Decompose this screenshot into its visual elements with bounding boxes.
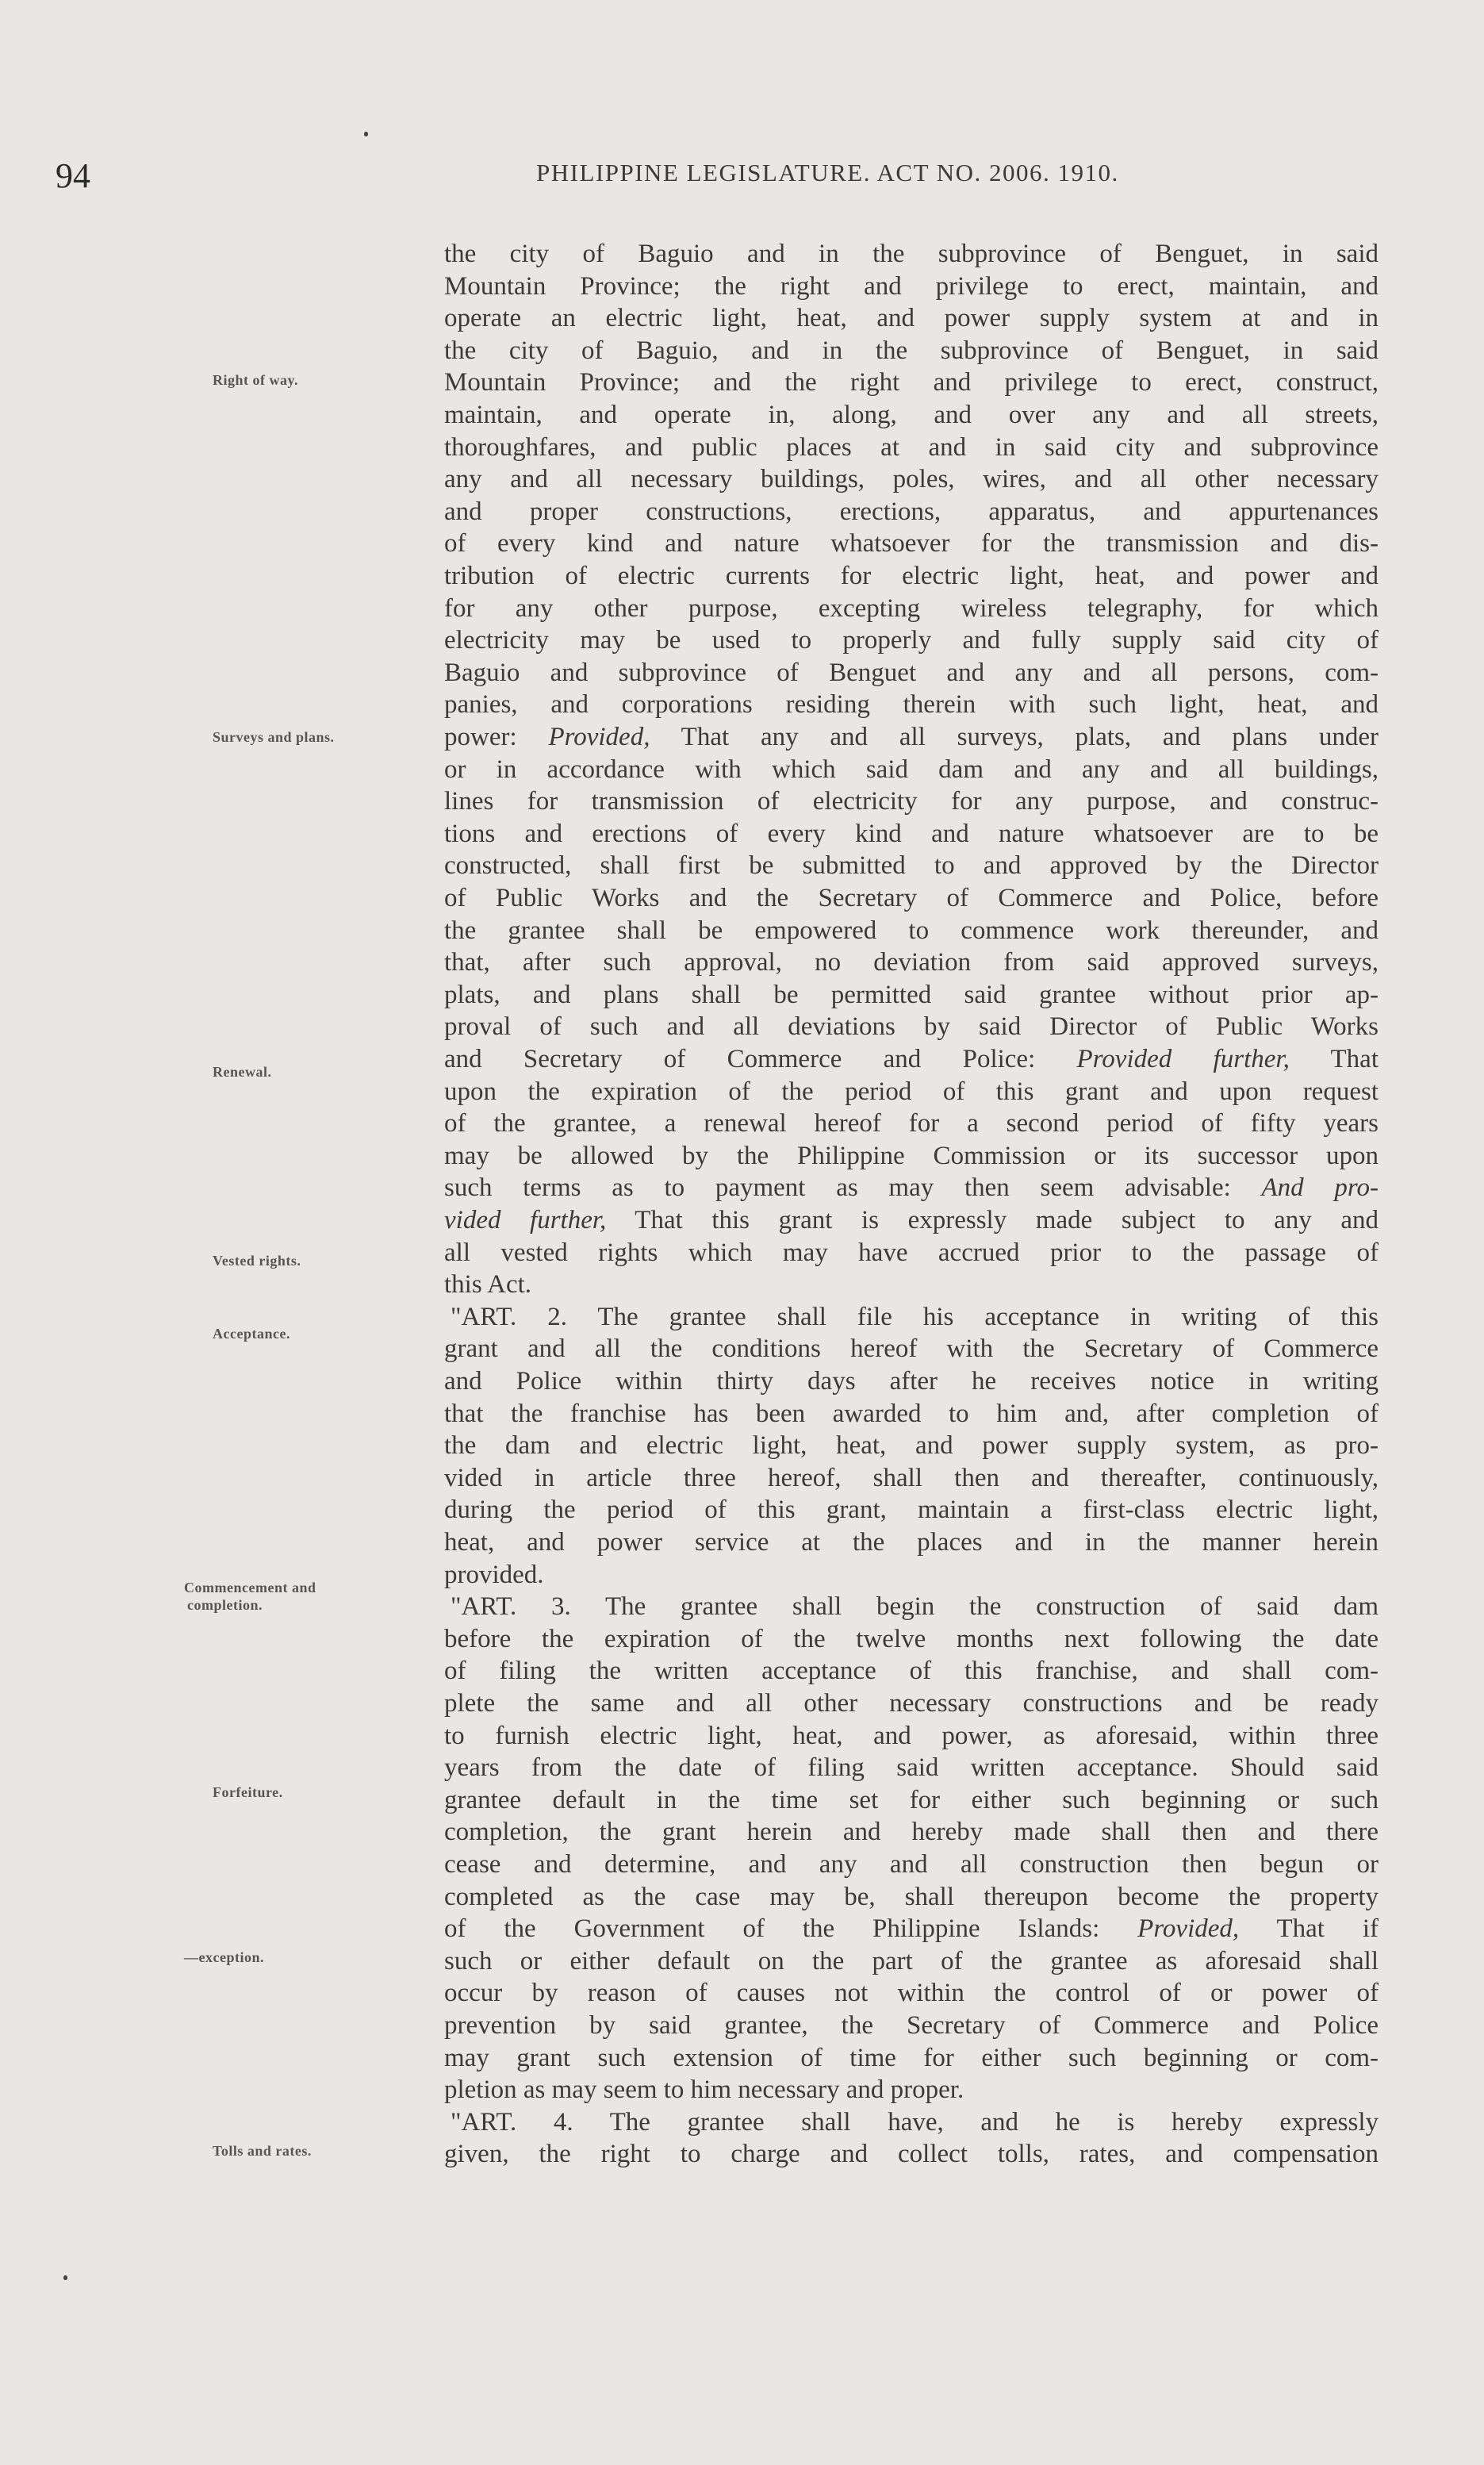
body-line: may be allowed by the Philippine Commission or its successor upon <box>444 1141 1379 1170</box>
body-line: to furnish electric light, heat, and power, as aforesaid, within three <box>444 1721 1379 1750</box>
body-line: vided in article three hereof, shall then and thereafter, continuously, <box>444 1463 1379 1492</box>
body-line: thoroughfares, and public places at and in said city and subprovince <box>444 432 1379 462</box>
body-line: before the expiration of the twelve months next following the date <box>444 1624 1379 1653</box>
body-line: completed as the case may be, shall thereupon become the property <box>444 1882 1379 1911</box>
margin-note: Surveys and plans. <box>213 729 335 745</box>
body-line: of every kind and nature whatsoever for the transmission and dis- <box>444 529 1379 559</box>
body-line: this Act. <box>444 1270 532 1300</box>
body-line: given, the right to charge and collect tolls, rates, and compensation <box>444 2140 1379 2169</box>
body-line: "ART. 4. The grantee shall have, and he is hereby expressly <box>451 2107 1379 2137</box>
body-line: lines for transmission of electricity for any purpose, and construc- <box>444 787 1379 816</box>
body-line: grant and all the conditions hereof with the Secretary of Commerce <box>444 1334 1379 1364</box>
body-line: plete the same and all other necessary constructions and be ready <box>444 1689 1379 1718</box>
body-line: or in accordance with which said dam and any and all buildings, <box>444 754 1379 784</box>
body-line: such terms as to payment as may then seem advisable: And pro- <box>444 1173 1379 1203</box>
body-line: the city of Baguio and in the subprovince of Benguet, in said <box>444 240 1379 268</box>
body-line: and Secretary of Commerce and Police: Provided further, That <box>444 1045 1379 1073</box>
body-line: maintain, and operate in, along, and over any and all streets, <box>444 401 1379 429</box>
body-line: of Public Works and the Secretary of Commerce and Police, before <box>444 884 1379 912</box>
margin-note: Right of way. <box>213 372 299 388</box>
body-line: heat, and power service at the places and in the manner herein <box>444 1528 1379 1557</box>
body-line: of filing the written acceptance of this franchise, and shall com- <box>444 1657 1379 1686</box>
body-line: the city of Baguio, and in the subprovince of Benguet, in said <box>444 336 1379 365</box>
body-line: any and all necessary buildings, poles, wires, and all other necessary <box>444 465 1379 494</box>
body-line: that the franchise has been awarded to him and, after completion of <box>444 1399 1379 1428</box>
margin-note: Vested rights. <box>213 1253 301 1269</box>
body-line: panies, and corporations residing therein with such light, heat, and <box>444 690 1379 720</box>
margin-note: —exception. <box>184 1949 264 1965</box>
print-speck <box>364 132 368 136</box>
margin-note: Forfeiture. <box>213 1784 283 1800</box>
page-number: 94 <box>56 156 90 195</box>
print-speck <box>63 2275 67 2280</box>
body-line: electricity may be used to properly and fully supply said city of <box>444 626 1379 655</box>
margin-note: Acceptance. <box>213 1326 290 1342</box>
body-line: Mountain Province; and the right and privilege to erect, construct, <box>444 368 1379 397</box>
running-head: PHILIPPINE LEGISLATURE. ACT NO. 2006. 1910. <box>536 159 1119 186</box>
body-line: operate an electric light, heat, and power supply system at and in <box>444 304 1379 333</box>
body-line: may grant such extension of time for either such beginning or com- <box>444 2043 1379 2072</box>
body-line: grantee default in the time set for either such beginning or such <box>444 1785 1379 1814</box>
margin-note: Commencement and <box>184 1580 316 1595</box>
body-line: tribution of electric currents for electric light, heat, and power and <box>444 562 1379 590</box>
body-line: and proper constructions, erections, apparatus, and appurtenances <box>444 497 1379 526</box>
body-line: of the Government of the Philippine Islands: Provided, That if <box>444 1914 1379 1944</box>
body-line: the grantee shall be empowered to commence work thereunder, and <box>444 916 1379 945</box>
body-line: that, after such approval, no deviation from said approved surveys, <box>444 948 1379 977</box>
margin-note: Tolls and rates. <box>213 2143 312 2159</box>
body-line: constructed, shall first be submitted to and approved by the Director <box>444 851 1379 881</box>
body-line: tions and erections of every kind and nature whatsoever are to be <box>444 819 1379 848</box>
body-line: the dam and electric light, heat, and power supply system, as pro- <box>444 1431 1379 1461</box>
body-line: pletion as may seem to him necessary and proper. <box>444 2075 964 2105</box>
body-line: completion, the grant herein and hereby made shall then and there <box>444 1818 1379 1847</box>
body-line: prevention by said grantee, the Secretary of Commerce and Police <box>444 2011 1379 2040</box>
body-line: cease and determine, and any and all construction then begun or <box>444 1850 1379 1879</box>
body-line: "ART. 3. The grantee shall begin the construction of said dam <box>451 1592 1379 1622</box>
body-line: occur by reason of causes not within the control of or power of <box>444 1979 1379 2008</box>
body-line: plats, and plans shall be permitted said grantee without prior ap- <box>444 980 1379 1009</box>
body-line: provided. <box>444 1560 544 1589</box>
body-line: such or either default on the part of the grantee as aforesaid shall <box>444 1946 1379 1975</box>
body-line: upon the expiration of the period of this grant and upon request <box>444 1077 1379 1106</box>
body-line: years from the date of filing said written acceptance. Should said <box>444 1753 1379 1783</box>
body-line: Mountain Province; the right and privilege to erect, maintain, and <box>444 271 1379 301</box>
body-line: power: Provided, That any and all surveys, plats, and plans under <box>444 723 1379 751</box>
margin-note: Renewal. <box>213 1064 272 1080</box>
body-line: proval of such and all deviations by said Director of Public Works <box>444 1012 1379 1042</box>
body-line: vided further, That this grant is expressly made subject to any and <box>444 1206 1379 1234</box>
margin-note: completion. <box>187 1597 263 1613</box>
body-line: Baguio and subprovince of Benguet and any and all persons, com- <box>444 658 1379 687</box>
body-line: for any other purpose, excepting wireless telegraphy, for which <box>444 593 1379 623</box>
body-line: all vested rights which may have accrued prior to the passage of <box>444 1238 1379 1267</box>
body-line: during the period of this grant, maintain a first-class electric light, <box>444 1496 1379 1525</box>
body-line: and Police within thirty days after he receives notice in writing <box>444 1367 1379 1396</box>
body-line: "ART. 2. The grantee shall file his acceptance in writing of this <box>451 1302 1379 1331</box>
body-line: of the grantee, a renewal hereof for a second period of fifty years <box>444 1109 1379 1138</box>
